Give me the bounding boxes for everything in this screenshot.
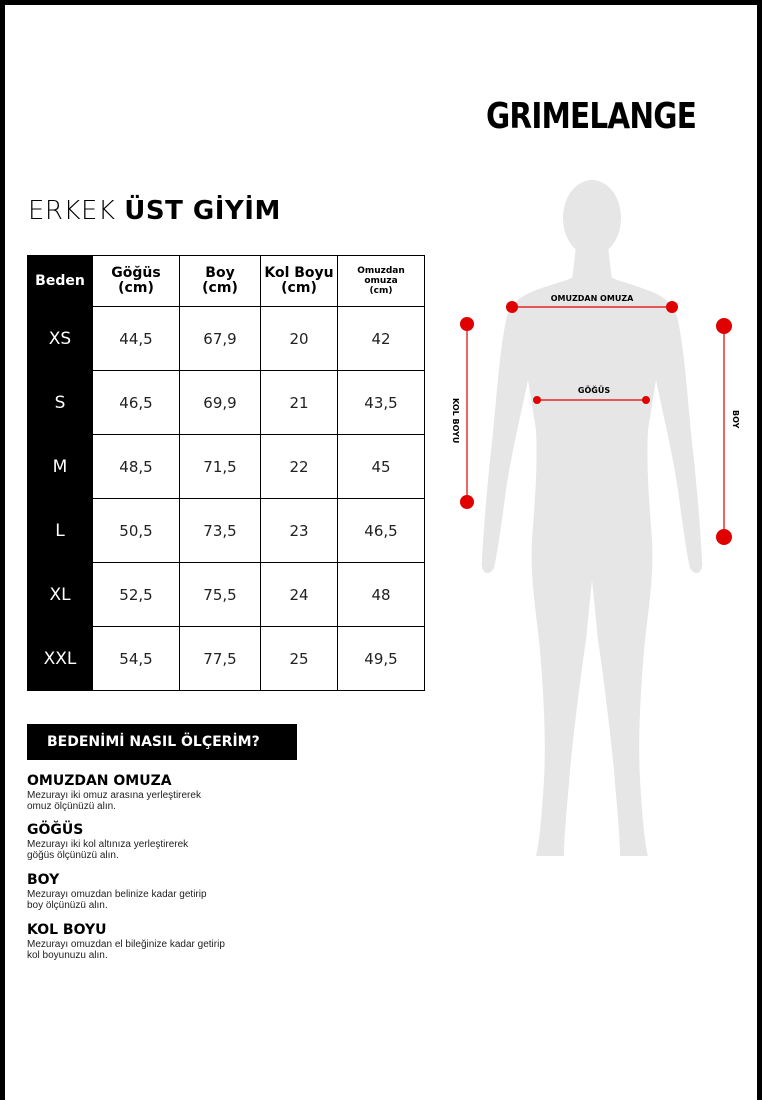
boy-cell: 67,9 [180,307,261,371]
length-bottom-marker [716,529,732,545]
guide-title: OMUZDAN OMUZA [27,773,172,789]
omuz-cell: 49,5 [338,627,425,691]
table-header-row [28,256,425,307]
guide-gogus [27,821,287,861]
guide-title: BOY [27,872,60,888]
guide-kol-boyu [27,921,287,961]
gogus-cell: 46,5 [93,371,180,435]
table-row [28,307,425,371]
omuz-cell: 43,5 [338,371,425,435]
table-row [28,627,425,691]
kol-cell: 25 [261,627,338,691]
chest-right-marker [642,396,650,404]
boy-cell: 69,9 [180,371,261,435]
gogus-cell: 48,5 [93,435,180,499]
sleeve-label: KOL BOYU [451,398,460,444]
title-bold: ÜST GİYİM [124,196,281,226]
boy-cell: 77,5 [180,627,261,691]
size-cell: L [28,499,93,563]
brand-logo: GRIMELANGE [486,96,697,137]
size-cell: XS [28,307,93,371]
length-top-marker [716,318,732,334]
omuz-cell: 48 [338,563,425,627]
gogus-cell: 54,5 [93,627,180,691]
table-row [28,371,425,435]
body-silhouette [482,180,703,856]
header-omuzdan-omuza: Omuzdan omuza (cm) [338,256,425,307]
length-label: BOY [731,410,740,429]
gogus-cell: 52,5 [93,563,180,627]
size-table [27,255,425,691]
size-cell: S [28,371,93,435]
title-light: ERKEK [28,196,116,226]
kol-cell: 23 [261,499,338,563]
guide-text: Mezurayı iki omuz arasına yerleştirerek omuz ölçünüzü alın. [27,790,201,812]
omuz-cell: 42 [338,307,425,371]
guide-text: Mezurayı omuzdan el bileğinize kadar getirip kol boyunuzu alın. [27,939,225,961]
chest-left-marker [533,396,541,404]
table-row [28,563,425,627]
shoulder-right-marker [666,301,678,313]
shoulder-label: OMUZDAN OMUZA [550,294,634,303]
sleeve-top-marker [460,317,474,331]
boy-cell: 75,5 [180,563,261,627]
kol-cell: 20 [261,307,338,371]
size-cell: M [28,435,93,499]
header-beden: Beden [28,256,93,307]
omuz-cell: 46,5 [338,499,425,563]
header-kol-boyu: Kol Boyu (cm) [261,256,338,307]
guide-text: Mezurayı omuzdan belinize kadar getirip boy ölçünüzü alın. [27,889,207,911]
guide-title: KOL BOYU [27,922,107,938]
header-boy: Boy (cm) [180,256,261,307]
gogus-cell: 50,5 [93,499,180,563]
guide-omuzdan-omuza [27,772,287,812]
chest-label: GÖĞÜS [577,386,611,395]
size-cell: XXL [28,627,93,691]
body-figure [440,180,750,870]
table-row [28,435,425,499]
kol-cell: 22 [261,435,338,499]
header-gogus: Göğüs (cm) [93,256,180,307]
table-row [28,499,425,563]
sleeve-bottom-marker [460,495,474,509]
shoulder-left-marker [506,301,518,313]
howto-heading: BEDENİMİ NASIL ÖLÇERİM? [27,724,297,760]
gogus-cell: 44,5 [93,307,180,371]
guide-boy [27,871,287,911]
page-title [28,196,281,226]
guide-text: Mezurayı iki kol altınıza yerleştirerek göğüs ölçünüzü alın. [27,839,189,861]
kol-cell: 21 [261,371,338,435]
omuz-cell: 45 [338,435,425,499]
guide-title: GÖĞÜS [27,822,84,838]
size-cell: XL [28,563,93,627]
boy-cell: 73,5 [180,499,261,563]
kol-cell: 24 [261,563,338,627]
boy-cell: 71,5 [180,435,261,499]
